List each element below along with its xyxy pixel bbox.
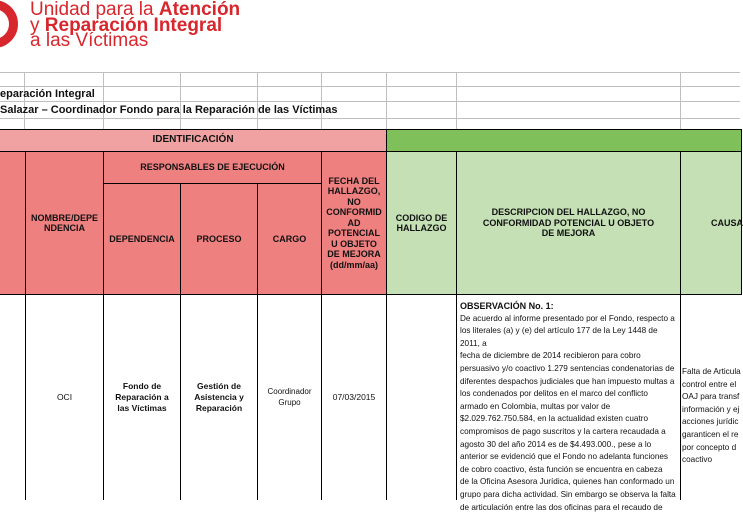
causa-line: información y ej — [682, 404, 742, 417]
causa-line: control entre el — [682, 379, 742, 392]
logo-line-1: Unidad para la Atención — [30, 1, 240, 19]
grid-line — [321, 72, 322, 130]
section-identificacion: IDENTIFICACIÓN — [0, 129, 387, 152]
grid-line — [0, 118, 740, 119]
cell-descripcion — [456, 294, 681, 500]
cell-nombre: OCI — [25, 294, 104, 500]
observation-line: fecha de diciembre de 2014 recibieron para cobro — [460, 350, 677, 363]
cell-dependencia: Fondo de Reparación a las Víctimas — [103, 294, 181, 500]
grid-line — [180, 72, 181, 130]
observation-line: de articulación entre las dos oficinas para el recaudo de — [460, 502, 677, 514]
observation-line: agosto 30 del año 2014 es de $4.493.000., pese a lo — [460, 439, 677, 452]
cell-codigo — [386, 294, 457, 500]
cell-proceso: Gestión de Asistencia y Reparación — [180, 294, 258, 500]
observation-line: persuasivo y/o coactivo 1.279 sentencias condenatorias de — [460, 363, 677, 376]
observation-line: de cobro coactivo, ésta función se encuentra en cabeza — [460, 464, 677, 477]
observation-line: de la Oficina Asesora Jurídica, quienes han conformado un — [460, 476, 677, 489]
grid-line — [24, 72, 25, 130]
grid-line — [0, 101, 740, 102]
causa-line: Falta de Articula — [682, 366, 742, 379]
header-cargo: CARGO — [257, 183, 322, 295]
observation-line: los condenados por delitos en el marco del conflicto — [460, 388, 677, 401]
cell-fecha: 07/03/2015 — [321, 294, 387, 500]
causa-line: OAJ para transf — [682, 391, 742, 404]
header-codigo: CODIGO DE HALLAZGO — [386, 151, 457, 295]
observation-line: los literales (a) y (e) del artículo 177 de la Ley 1448 de 2011, a — [460, 325, 677, 350]
logo-line-2: y Reparación Integral — [30, 17, 222, 35]
grid-line — [386, 72, 387, 130]
header-proceso: PROCESO — [180, 183, 258, 295]
grid-line — [103, 72, 104, 130]
header-dependencia: DEPENDENCIA — [103, 183, 181, 295]
causa-line: por concepto d — [682, 442, 742, 455]
cell-causa — [680, 294, 742, 500]
causa-line: acciones jurídic — [682, 416, 742, 429]
header-fecha: FECHA DEL HALLAZGO, NO CONFORMID AD POTENCIAL U OBJETO DE MEJORA (dd/mm/aa) — [321, 151, 387, 295]
header-responsables: RESPONSABLES DE EJECUCIÓN — [103, 151, 322, 184]
grid-line — [0, 72, 740, 73]
grid-line — [456, 72, 457, 130]
observation-line: diferentes despachos judiciales que han impuesto multas a — [460, 376, 677, 389]
observation-line: grupo para dicha actividad. Sin embargo se observa la falta — [460, 489, 677, 502]
logo-mark-icon — [0, 0, 18, 48]
causa-line: coactivo — [682, 454, 742, 467]
header-causa: CAUSA — [680, 151, 742, 295]
section-green-header — [386, 129, 742, 152]
body-col-0 — [0, 294, 26, 500]
header-col-0 — [0, 151, 26, 295]
header-descripcion: DESCRIPCION DEL HALLAZGO, NO CONFORMIDAD POTENCIAL U OBJETO DE MEJORA — [456, 151, 681, 295]
logo-line-3: a las Víctimas — [30, 32, 148, 50]
observation-title: OBSERVACIÓN No. 1: — [460, 300, 677, 313]
grid-line — [0, 86, 740, 87]
header-nombre-dependencia: NOMBRE/DEPE NDENCIA — [25, 151, 104, 295]
observation-line: $2.029.762.750.584, en la actualidad existen cuatro — [460, 413, 677, 426]
grid-line — [257, 72, 258, 130]
grid-line — [680, 72, 681, 130]
cell-cargo: Coordinador Grupo — [257, 294, 322, 500]
observation-line: armado en Colombia, multas por valor de — [460, 401, 677, 414]
observation-line: compromisos de pago suscritos y la cartera recaudada a — [460, 426, 677, 439]
info-row-responsible: Salazar – Coordinador Fondo para la Reparación de las Víctimas — [0, 104, 337, 116]
info-row-process: eparación Integral — [0, 88, 95, 100]
observation-line: De acuerdo al informe presentado por el Fondo, respecto a — [460, 313, 677, 326]
causa-line: garanticen el re — [682, 429, 742, 442]
observation-line: anterior se evidenció que el Fondo no adelanta funciones — [460, 451, 677, 464]
